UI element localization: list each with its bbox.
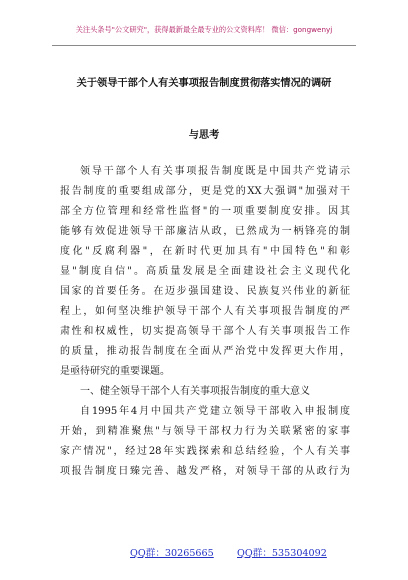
body-line: 家产情况"，经过28年实践探索和总结经验，个人有关事 [60,446,350,457]
body-line: 的质量，推动报告制度在全面从严治党中发挥更大作用， [60,346,350,357]
body-line: 度化"反腐利器"，在新时代更加具有"中国特色"和彰 [60,246,350,257]
document-title: 关于领导干部个人有关事项报告制度贯彻落实情况的调研 [76,78,332,89]
body-line: 部全方位管理和经常性监督"的一项重要制度安排。因其 [60,206,350,217]
body-line: 国家的首要任务。在迈步强国建设、民族复兴伟业的新征 [60,286,350,297]
footer-qq-group-link[interactable]: QQ群：30265665 [130,548,214,559]
body-line: 肃性和权威性，切实提高领导干部个人有关事项报告工作 [60,326,350,337]
footer-qq-group-link[interactable]: QQ群：535304092 [237,548,327,559]
body-line: 显"制度自信"。高质量发展是全面建设社会主义现代化 [60,266,350,277]
body-line: 领导干部个人有关事项报告制度既是中国共产党请示 [80,166,350,177]
body-line: 开始，到精准聚焦"与领导干部权力行为关联紧密的家事 [60,426,350,437]
body-line: 自1995年4月中国共产党建立领导干部收入申报制度 [80,406,350,417]
document-title-continued: 与思考 [188,130,220,141]
header-banner: 关注头条号"公文研究"，获得最新最全最专业的公文资料库！ 微信：gongwenyj [75,25,333,34]
section-heading: 一、健全领导干部个人有关事项报告制度的重大意义 [80,386,310,397]
header-divider [52,45,356,46]
body-line: 是亟待研究的重要课题。 [60,366,170,377]
body-line: 报告制度的重要组成部分，更是党的XX大强调"加强对干 [60,186,350,197]
body-line: 项报告制度日臻完善、越发严格，对领导干部的从政行为 [60,466,350,477]
body-line: 能够有效促进领导干部廉洁从政，已然成为一柄锋亮的制 [60,226,350,237]
body-line: 程上，如何坚决维护领导干部个人有关事项报告制度的严 [60,306,350,317]
